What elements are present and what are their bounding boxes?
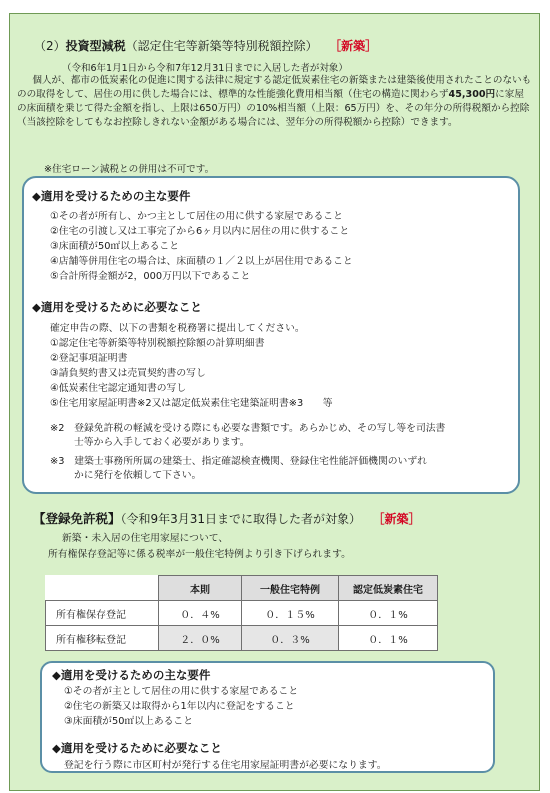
- registration-period: （令和9年3月31日までに取得した者が対象）: [120, 512, 362, 526]
- table-cell: ２．０%: [159, 626, 242, 651]
- section-main-title: 投資型減税: [65, 39, 126, 53]
- table-header-row: [46, 576, 438, 601]
- requirement-item: ①その者が所有し、かつ主として居住の用に供する家屋であること: [50, 211, 343, 222]
- registration-docs-heading: ◆適用を受けるために必要なこと: [52, 741, 222, 755]
- tax-rate-table: [45, 575, 438, 651]
- requirements-heading: ◆適用を受けるための主な要件: [32, 189, 191, 203]
- requirement-item: ④店舗等併用住宅の場合は、床面積の１／２以上が居住用であること: [50, 256, 353, 267]
- footnote-3-line2: かに発行を依頼して下さい。: [74, 470, 202, 481]
- new-build-tag: ［新築］: [372, 512, 421, 526]
- para-text-2: に家屋の床面積を乗じて得た金額を指し、上限は650万円）の10%相当額（上限：65万円）を、その年分の所得税額から控除（当該控除をしてもなお控除しきれない金額がある場合には、翌年分の所得税額から控除）できます。: [17, 89, 530, 128]
- doc-item: ⑤住宅用家屋証明書※2又は認定低炭素住宅建築証明書※3 等: [50, 398, 333, 409]
- footnote-3-line1: ※3 建築士事務所所属の建築士、指定確認検査機関、登録住宅性能評価機関のいずれ: [50, 456, 427, 467]
- row-label: 所有権保存登記: [46, 601, 159, 626]
- registration-tax-title: [33, 509, 421, 527]
- description-paragraph: [17, 74, 533, 130]
- column-header: 一般住宅特例: [242, 576, 339, 601]
- requirement-item: ③床面積が50㎡以上あること: [64, 716, 194, 727]
- registration-requirements-heading: ◆適用を受けるための主な要件: [52, 668, 211, 682]
- registration-desc-1: 新築・未入居の住宅用家屋について、: [62, 533, 229, 544]
- table-cell: ０．１%: [339, 601, 438, 626]
- registration-desc-2: 所有権保存登記等に係る税率が一般住宅特例より引き下げられます。: [48, 549, 351, 560]
- requirement-item: ③床面積が50㎡以上あること: [50, 241, 180, 252]
- table-cell: ０．４%: [159, 601, 242, 626]
- new-build-tag: ［新築］: [329, 39, 378, 53]
- table-cell: ０．１５%: [242, 601, 339, 626]
- column-header: 認定低炭素住宅: [339, 576, 438, 601]
- loan-note: ※住宅ローン減税との併用は不可です。: [44, 164, 215, 175]
- para-text-1: 個人が、都市の低炭素化の促進に関する法律に規定する認定低炭素住宅の新築または建築後使用されたことのないものの取得をして、居住の用に供した場合には、標準的な性能強化費用相当額（住宅の構造に関わらず: [17, 75, 532, 100]
- eligibility-period: （令和6年1月1日から令和7年12月31日までに入居した者が対象）: [62, 63, 348, 74]
- section-number: （2）: [34, 39, 66, 53]
- docs-intro: 確定申告の際、以下の書類を税務署に提出してください。: [50, 323, 305, 334]
- registration-title-main: 【登録免許税】: [33, 511, 121, 526]
- column-header: 本則: [159, 576, 242, 601]
- table-row: [46, 626, 438, 651]
- registration-docs-text: 登記を行う際に市区町村が発行する住宅用家屋証明書が必要になります。: [64, 760, 387, 771]
- doc-item: ③請負契約書又は売買契約書の写し: [50, 368, 206, 379]
- table-cell: ０．１%: [339, 626, 438, 651]
- required-docs-heading: ◆適用を受けるために必要なこと: [32, 300, 202, 314]
- para-amount: 45,300円: [448, 89, 496, 100]
- row-label: 所有権移転登記: [46, 626, 159, 651]
- requirement-item: ⑤合計所得金額が2，000万円以下であること: [50, 271, 251, 282]
- requirement-item: ②住宅の新築又は取得から1年以内に登記をすること: [64, 701, 295, 712]
- footnote-2-line1: ※2 登録免許税の軽減を受ける際にも必要な書類です。あらかじめ、その写し等を司法書: [50, 423, 446, 434]
- requirement-item: ①その者が主として居住の用に供する家屋であること: [64, 686, 299, 697]
- doc-item: ②登記事項証明書: [50, 353, 128, 364]
- table-row: [46, 601, 438, 626]
- footnote-2-line2: 士等から入手しておく必要があります。: [74, 437, 250, 448]
- section-title-investment: [34, 37, 377, 54]
- requirement-item: ②住宅の引渡し又は工事完了から6ヶ月以内に居住の用に供すること: [50, 226, 350, 237]
- table-cell: ０．３%: [242, 626, 339, 651]
- table-corner: [46, 576, 159, 601]
- doc-item: ④低炭素住宅認定通知書の写し: [50, 383, 187, 394]
- section-subtitle: （認定住宅等新築等特別税額控除）: [125, 39, 318, 53]
- doc-item: ①認定住宅等新築等特別税額控除額の計算明細書: [50, 338, 265, 349]
